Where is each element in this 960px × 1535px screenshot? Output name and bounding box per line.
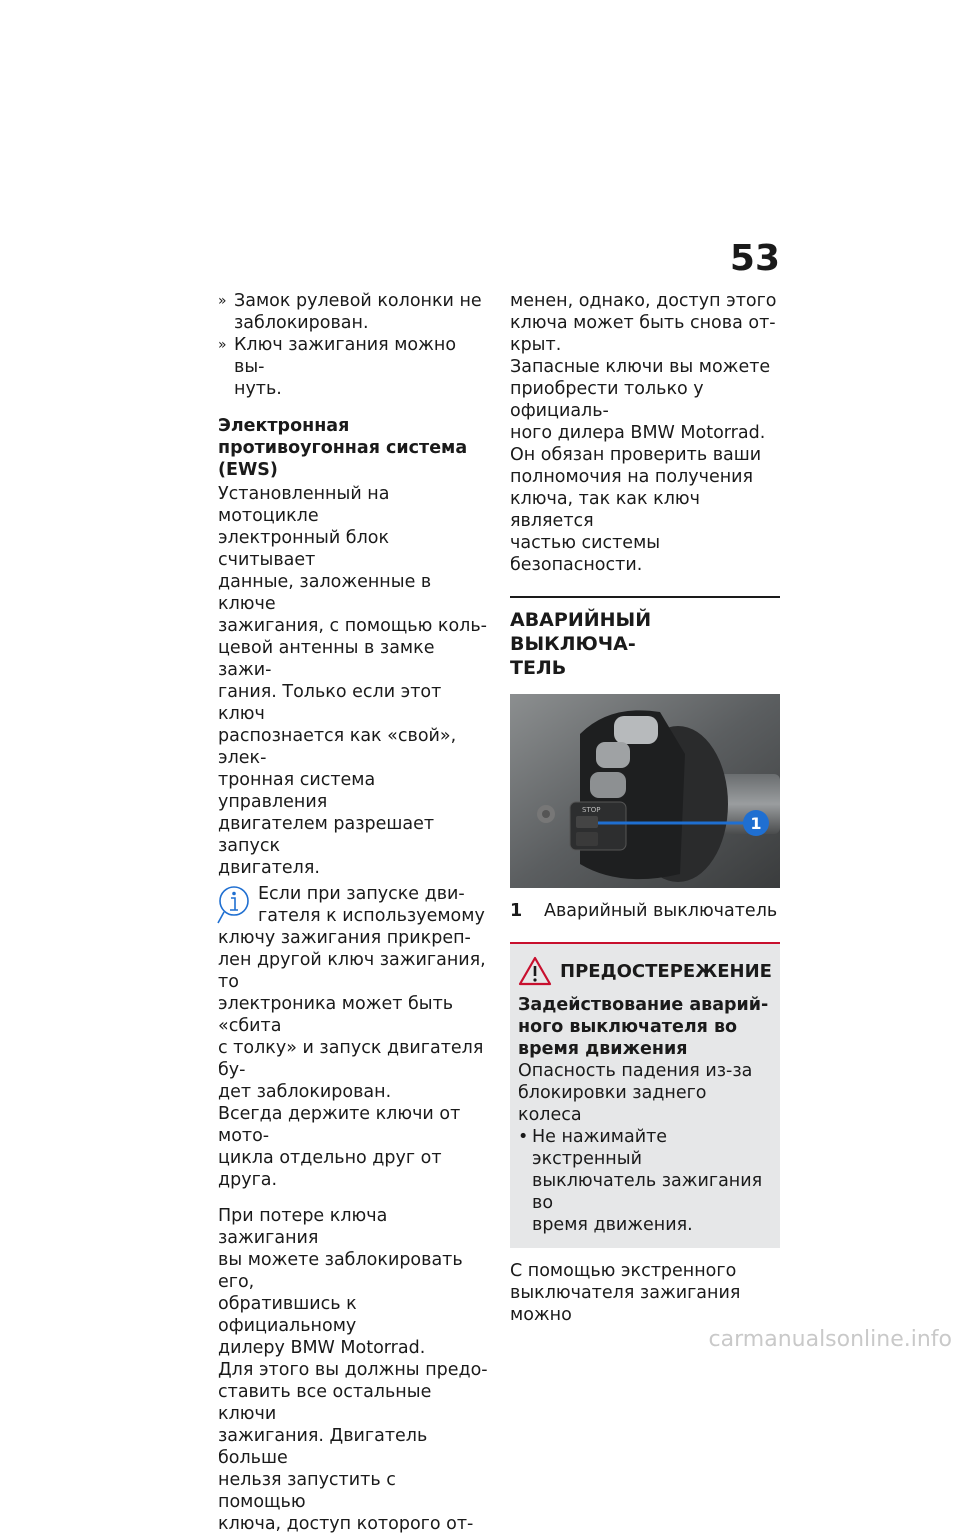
list-item-text: Ключ зажигания можно вы- (234, 335, 457, 377)
text-line: частью системы безопасности. (510, 533, 661, 575)
heading-line: противоугонная система (218, 438, 468, 458)
text-line: Для этого вы должны предо- (218, 1360, 488, 1380)
text-line: время движения. (532, 1215, 693, 1235)
kill-switch-photo (510, 694, 780, 888)
text-line: приобрести только у официаль- (510, 379, 704, 421)
text-line: Установленный на мотоцикле (218, 484, 390, 526)
text-line: обратившись к официальному (218, 1294, 357, 1336)
text-line: вы можете заблокировать его, (218, 1250, 463, 1292)
text-line: ключа может быть снова от- (510, 313, 776, 333)
text-line: с толку» и запуск двигателя бу- (218, 1038, 484, 1080)
text-line: ключу зажигания прикреп- (218, 928, 471, 948)
watermark: carmanualsonline.info (708, 1327, 952, 1352)
ews-heading (218, 415, 488, 481)
text-line: электроника может быть «сбита (218, 994, 454, 1036)
text-line: ключа, доступ которого от- (218, 1514, 474, 1534)
text-line: выключатель зажигания во (532, 1171, 763, 1213)
text-line: распознается как «свой», элек- (218, 726, 457, 768)
text-line: Он обязан проверить ваши (510, 445, 762, 465)
photo-caption (510, 900, 780, 922)
warning-bullet (518, 1126, 772, 1236)
after-warning-paragraph (510, 1260, 780, 1326)
text-line: Запасные ключи вы можете (510, 357, 771, 377)
callout-number: 1 (750, 814, 762, 833)
text-line: Всегда держите ключи от мото- (218, 1104, 461, 1146)
text-line: С помощью экстренного (510, 1261, 737, 1281)
section-title (510, 596, 780, 680)
page-number: 53 (729, 238, 780, 279)
text-line: ного дилера BMW Motorrad. (510, 423, 766, 443)
text-line: Опасность падения из-за (518, 1061, 753, 1081)
info-icon (214, 883, 252, 925)
text-line: зажигания, с помощью коль- (218, 616, 487, 636)
ews-paragraph (218, 483, 488, 879)
warning-header (518, 956, 772, 986)
text-line: При потере ключа зажигания (218, 1206, 388, 1248)
text-line: лен другой ключ зажигания, то (218, 950, 486, 992)
text-line: данные, заложенные в ключе (218, 572, 432, 614)
text-line: Если при запуске дви- (258, 884, 465, 904)
heading-line: ТЕЛЬ (510, 657, 567, 679)
text-line: дет заблокирован. (218, 1082, 392, 1102)
warning-subtitle (518, 994, 772, 1060)
caption-text: Аварийный выключатель (544, 901, 778, 921)
text-line: электронный блок считывает (218, 528, 390, 570)
stop-label: STOP (582, 806, 601, 814)
text-line: ключа, так как ключ является (510, 489, 700, 531)
caption-number: 1 (510, 901, 523, 921)
heading-line: Задействование аварий- (518, 995, 769, 1015)
text-line: выключателя зажигания можно (510, 1283, 741, 1325)
text-line: двигателем разрешает запуск (218, 814, 435, 856)
bullet-icon: • (518, 1127, 529, 1147)
text-line: Не нажимайте экстренный (532, 1127, 668, 1169)
list-item (218, 290, 488, 334)
heading-line: время движения (518, 1039, 688, 1059)
text-line: крыт. (510, 335, 562, 355)
text-line: цикла отдельно друг от друга. (218, 1148, 442, 1190)
heading-line: Электронная (218, 416, 350, 436)
list-item-text: Замок рулевой колонки не (234, 291, 482, 311)
list-item-text: заблокирован. (234, 313, 369, 333)
left-column (218, 290, 488, 1535)
text-line: гателя к используемому (258, 906, 485, 926)
double-chevron-icon: » (218, 337, 227, 353)
text-line: цевой антенны в замке зажи- (218, 638, 435, 680)
list-item (218, 334, 488, 400)
list-item-text: нуть. (234, 379, 282, 399)
continued-paragraph (510, 290, 780, 576)
text-line: менен, однако, доступ этого (510, 291, 777, 311)
text-line: полномочия на получения (510, 467, 754, 487)
heading-line: (EWS) (218, 460, 278, 480)
warning-triangle-icon (518, 956, 552, 986)
text-line: зажигания. Двигатель больше (218, 1426, 428, 1468)
warning-body (518, 1060, 772, 1126)
info-note (218, 883, 488, 1191)
double-chevron-icon: » (218, 293, 227, 309)
text-line: гания. Только если этот ключ (218, 682, 442, 724)
warning-label: ПРЕДОСТЕРЕЖЕНИЕ (560, 960, 772, 982)
right-column (510, 290, 780, 1326)
text-line: блокировки заднего колеса (518, 1083, 707, 1125)
text-line: ставить все остальные ключи (218, 1382, 432, 1424)
heading-line: АВАРИЙНЫЙ ВЫКЛЮЧА- (510, 609, 652, 655)
text-line: тронная система управления (218, 770, 376, 812)
text-line: нельзя запустить с помощью (218, 1470, 396, 1512)
handlebar-switch-illustration (510, 694, 780, 888)
text-line: дилеру BMW Motorrad. (218, 1338, 426, 1358)
key-loss-paragraph (218, 1205, 488, 1535)
heading-line: ного выключателя во (518, 1017, 738, 1037)
text-line: двигателя. (218, 858, 320, 878)
warning-box (510, 942, 780, 1248)
